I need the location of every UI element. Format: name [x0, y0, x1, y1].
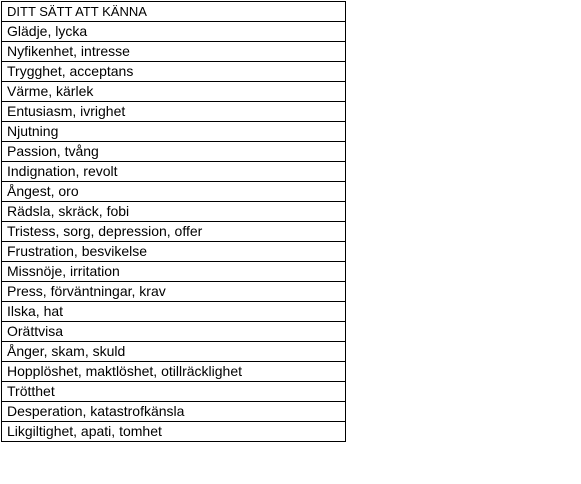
table-row [2, 102, 346, 122]
table-row [2, 342, 346, 362]
table-cell[interactable]: Njutning [2, 122, 346, 142]
table-row [2, 22, 346, 42]
table-row [2, 282, 346, 302]
table-row [2, 122, 346, 142]
table-row [2, 142, 346, 162]
table-row [2, 422, 346, 442]
table-header-cell[interactable]: DITT SÄTT ATT KÄNNA [2, 2, 346, 22]
table-cell[interactable]: Likgiltighet, apati, tomhet [2, 422, 346, 442]
table-cell[interactable]: Värme, kärlek [2, 82, 346, 102]
table-row [2, 42, 346, 62]
table-cell[interactable]: Press, förväntningar, krav [2, 282, 346, 302]
table-row [2, 82, 346, 102]
table-row [2, 362, 346, 382]
table-cell[interactable]: Desperation, katastrofkänsla [2, 402, 346, 422]
table-row [2, 182, 346, 202]
table-cell[interactable]: Ångest, oro [2, 182, 346, 202]
table-cell[interactable]: Tristess, sorg, depression, offer [2, 222, 346, 242]
table-cell[interactable]: Glädje, lycka [2, 22, 346, 42]
table-cell[interactable]: Trötthet [2, 382, 346, 402]
table-row [2, 402, 346, 422]
table-row [2, 382, 346, 402]
table-row [2, 242, 346, 262]
table-cell[interactable]: Trygghet, acceptans [2, 62, 346, 82]
table-row [2, 262, 346, 282]
table-row [2, 322, 346, 342]
table-row [2, 202, 346, 222]
table-cell[interactable]: Indignation, revolt [2, 162, 346, 182]
table-row [2, 302, 346, 322]
table-cell[interactable]: Nyfikenhet, intresse [2, 42, 346, 62]
table-cell[interactable]: Orättvisa [2, 322, 346, 342]
table-cell[interactable]: Missnöje, irritation [2, 262, 346, 282]
table-row [2, 162, 346, 182]
table-cell[interactable]: Rädsla, skräck, fobi [2, 202, 346, 222]
feelings-table [1, 1, 346, 442]
table-cell[interactable]: Hopplöshet, maktlöshet, otillräcklighet [2, 362, 346, 382]
table-cell[interactable]: Ilska, hat [2, 302, 346, 322]
table-cell[interactable]: Frustration, besvikelse [2, 242, 346, 262]
table-header-row [2, 2, 346, 22]
table-cell[interactable]: Entusiasm, ivrighet [2, 102, 346, 122]
table-cell[interactable]: Ånger, skam, skuld [2, 342, 346, 362]
table-row [2, 222, 346, 242]
table-cell[interactable]: Passion, tvång [2, 142, 346, 162]
table-row [2, 62, 346, 82]
